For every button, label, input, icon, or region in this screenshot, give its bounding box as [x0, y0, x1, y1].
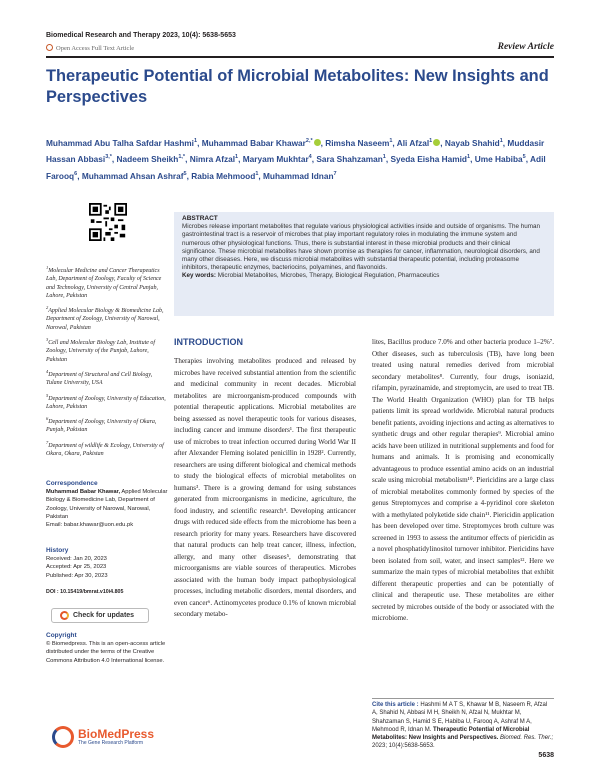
- affiliation-item: [46, 415, 166, 435]
- affiliation-text: Cell and Molecular Biology Lab, Institute of Zoology, University of the Punjab, Lahore, Pakistan: [46, 340, 156, 363]
- cite-authors: Hashmi M A T S, Khawar M B, Naseem R, Afzal A, Shahid N, Abbasi M H, Sheikh N, Afzal N, Mukhtar M, Shahzaman S, Hamid S E, Habiba U, Farooq A, Ashraf M A, Mehmood R, Idnan M.: [372, 702, 548, 733]
- affiliation-item: [46, 264, 166, 300]
- author-affiliation-marker: 3,*: [105, 154, 112, 161]
- affiliation-text: Department of wildlife & Ecology, University of Okara, Okara, Pakistan: [46, 442, 164, 458]
- introduction-heading: INTRODUCTION: [174, 337, 243, 347]
- history-received: Received: Jan 20, 2023: [46, 556, 107, 563]
- open-access-icon: [46, 44, 53, 51]
- keywords-label: Key words:: [182, 272, 216, 280]
- affiliation-item: [46, 368, 166, 388]
- open-access-text: Open Access Full Text Article: [56, 45, 135, 52]
- cite-label: Cite this article :: [372, 702, 419, 708]
- author-affiliation-marker: 1: [467, 154, 471, 161]
- crossmark-icon: [60, 611, 69, 620]
- abstract-box: [174, 212, 554, 316]
- affiliation-number: 3: [46, 337, 49, 343]
- affiliations: [46, 264, 166, 462]
- orcid-icon[interactable]: [314, 139, 321, 146]
- check-for-updates-label: Check for updates: [73, 612, 135, 619]
- journal-citation: Biomedical Research and Therapy 2023, 10(4): 5638-5653: [46, 32, 236, 39]
- author-name: Adil Farooq: [46, 154, 546, 181]
- author-affiliation-marker: 1: [235, 154, 239, 161]
- correspondence-label: Correspondence: [46, 480, 98, 487]
- author-affiliation-marker: 1: [389, 138, 393, 144]
- article-title: Therapeutic Potential of Microbial Metabolites: New Insights and Perspectives: [46, 67, 549, 106]
- affiliation-text: Department of Zoology, University of Education, Lahore, Pakistan: [46, 395, 166, 410]
- author-name: Maryam Mukhtar: [242, 154, 309, 165]
- cite-divider: [372, 698, 554, 699]
- article-type: Review Article: [497, 42, 554, 52]
- publisher-logo: [52, 726, 154, 748]
- author-affiliation-marker: 5: [522, 154, 526, 161]
- affiliation-text: Molecular Medicine and Cancer Therapeutics Lab, Department of Zoology, Faculty of Science and Technology, University of Central Punjab, Lahore, Pakistan: [46, 268, 162, 299]
- author-name: Muhammad Babar Khawar: [201, 137, 306, 148]
- author-name: Ali Afzal: [396, 137, 430, 148]
- open-access-label: [46, 44, 134, 52]
- affiliation-number: 7: [46, 439, 49, 445]
- author-affiliation-marker: 7: [333, 170, 337, 177]
- affiliation-text: Department of Zoology, University of Okara, Punjab, Pakistan: [46, 419, 157, 434]
- affiliation-number: 6: [46, 416, 49, 422]
- qr-code: [89, 203, 127, 241]
- affiliation-text: Applied Molecular Biology & Biomedicine Lab, Department of Zoology, University of Narowal, Narowal, Pakistan: [46, 308, 164, 331]
- copyright-label: Copyright: [46, 632, 77, 639]
- keywords: [182, 272, 546, 280]
- correspondence-text: [46, 488, 168, 521]
- page-number: 5638: [538, 752, 554, 759]
- affiliation-item: [46, 392, 166, 412]
- history-block: [46, 547, 168, 580]
- history-published: Published: Apr 30, 2023: [46, 572, 108, 579]
- correspondence-email[interactable]: Email: babar.khawar@uon.edu.pk: [46, 522, 134, 529]
- abstract-text: Microbes release important metabolites that regulate various physiological activities inside and outside of organisms. The human gastrointestinal tract is a reservoir of microbes that play important regulatory roles in modulating the immune system and numerous other physiological functions. Thus, there is substantial interest in these microbial products and their clinical significance. These microbial metabolites have shown promise as therapies for cancer, inflammation, neurological disorders, and many other diseases. Here, we discuss microbial metabolites with substantial therapeutic potential, including proteasome inhibitors, therapeutic enzymes, bacteriocins, polyamines, and flavonoids.: [182, 223, 540, 272]
- affiliation-number: 2: [46, 305, 49, 311]
- cite-title: Therapeutic Potential of Microbial Metabolites: New Insights and Perspectives.: [372, 726, 530, 742]
- author-affiliation-marker: 5: [183, 170, 187, 177]
- affiliation-number: 5: [46, 392, 49, 398]
- history-label: History: [46, 547, 69, 554]
- author-name: Nadeem Sheikh: [116, 154, 179, 165]
- keywords-text: Microbial Metabolites, Microbes, Therapy, Biological Regulation, Pharmaceutics: [217, 272, 440, 280]
- correspondence-name: Muhammad Babar Khawar,: [46, 489, 121, 496]
- author-list: Muhammad Abu Talha Safdar Hashmi$^1$, Muhammad Babar Khawar$^{2,*}$ , Rimsha Naseem$^1$, Ali Afzal$^1$ , Nayab Shahid$^1$, Muddasir Hassan Abbasi$^{3,*}$, Nadeem Sheikh$^{1,*}$, Nimra Afzal$^1$, Maryam Mukhtar$^4$, Sara Shahzaman$^1$, Syeda Eisha Hamid$^1$, Ume Habiba$^5$, Adil Farooq$^6$, Muhammad Ahsan Ashraf$^5$, Rabia Mehmood$^1$, Muhammad Idnan$^7$: [46, 137, 546, 181]
- correspondence-block: [46, 480, 168, 529]
- doi-link[interactable]: DOI : 10.15419/bmrat.v10i4.805: [46, 589, 124, 595]
- author-affiliation-marker: 6: [74, 170, 78, 177]
- copyright-block: [46, 632, 168, 665]
- publisher-tagline: The Gene Research Platform: [78, 739, 144, 746]
- author-affiliation-marker: 1: [499, 138, 503, 144]
- history-accepted: Accepted: Apr 25, 2023: [46, 564, 107, 571]
- author-name: Nayab Shahid: [444, 137, 500, 148]
- affiliation-number: 1: [46, 265, 49, 270]
- affiliation-text: Department of Structural and Cell Biology, Tulane University, USA: [46, 371, 153, 387]
- abstract-label: ABSTRACT: [182, 215, 218, 222]
- copyright-text: © Biomedpress. This is an open-access article distributed under the terms of the Creative Commons Attribution 4.0 International license.: [46, 641, 166, 664]
- author-affiliation-marker: 1: [429, 138, 433, 144]
- publisher-logo-icon: [52, 726, 74, 748]
- author-affiliation-marker: 1: [255, 170, 259, 177]
- check-for-updates-button[interactable]: [51, 608, 149, 623]
- author-name: Muhammad Idnan: [263, 170, 334, 181]
- author-name: Syeda Eisha Hamid: [390, 154, 468, 165]
- body-column-2: lites, Bacillus produce 7.0% and other bacteria produce 1–2%⁷. Other diseases, such as tuberculosis (TB), have long been treated using natural remedies derived from microbial secondary metabolites⁸. Currently, four drugs, isoniazid, rifampin, pyrazinamide, and streptomycin, are used to treat TB. The World Health Organization (WHO) plan for TB helps patients limit its spread worldwide. Microbial natural products benefit patients, avoiding injections and acting as alternatives to synthetic drugs and other regular therapies⁹. Microbial amino acids have been utilized in nutritional supplements and food for humans and animals. It is promising and economically advantageous to produce essential amino acids on an industrial scale using microbial metabolism¹⁰. Piericidins are a large class of microbial metabolites commonly formed by species of the genus Streptomyces and comprise a 4-pyridinol core skeleton with a methylated polyketide side chain¹¹. Piericidin application has been developed over time. Streptomyces broth culture was screened in 1993 to assess the antitumor effects of piericidin as a novel phosphatidylinositol turnover inhibitor. Piericidins have been isolated from soil, water, and insect samples¹². Here we summarize the main types of microbial metabolites that exhibit different therapeutic properties and can be potentially of clinical and therapeutic use. These metabolites are either secreted by microbes outside of the body or associated with the microbiome.: [372, 338, 554, 622]
- affiliation-item: [46, 439, 166, 459]
- author-name: Rimsha Naseem: [325, 137, 390, 148]
- author-name: Sara Shahzaman: [316, 154, 383, 165]
- affiliation-item: [46, 304, 166, 332]
- correspondence-address: Applied Molecular Biology & Biomedicine Lab, Department of Zoology, University of Narowal, Narowal, Pakistan: [46, 489, 168, 520]
- author-affiliation-marker: 1: [382, 154, 386, 161]
- cite-source: Biomed. Res. Ther.;: [500, 735, 554, 742]
- author-name: Muddasir Hassan Abbasi: [46, 137, 545, 165]
- author-affiliation-marker: 2,*: [305, 138, 313, 144]
- cite-this-article: [372, 701, 554, 751]
- author-affiliation-marker: 1: [194, 138, 198, 144]
- body-column-1: Therapies involving metabolites produced and released by microbes have received substantial attention from the scientific and medicinal community in recent decades. Microbial metabolites are microorganism-produced compounds with potential therapeutic applications. Microbial metabolites are being assessed as novel therapeutic tools for various diseases, including cancer and immune disorders¹. The first therapeutic use of microbes to treat infection occurred during World War II after Alexander Fleming isolated penicillin in 1928². Currently, researchers are using different biological and chemical methods to study the biological effects of microbial metabolites on humans³. There is a growing demand for using substances generated from microorganisms in medicine, agriculture, the food industry, and scientific research⁴. Developing anticancer drugs with reduced side effects from the microbiome has been a research priority for many years. Researchers have discovered that natural products can help treat cancer, illness, infection, allergy, and many other diseases⁵, demonstrating that microorganisms are viable sources of therapeutics. Microbes associated with the human body impact pathophysiological processes, including metabolic disorders, mental disorders, and even cancer⁶. Actinomycetes produce 0.1% of known microbial secondary metabo-: [174, 357, 356, 618]
- author-affiliation-marker: 4: [308, 154, 312, 161]
- author-name: Ume Habiba: [474, 154, 523, 165]
- author-affiliation-marker: 1,*: [178, 154, 186, 161]
- author-name: Nimra Afzal: [189, 154, 236, 165]
- cite-year: 2023; 10(4):5638-5653.: [372, 743, 435, 750]
- publisher-name: BioMedPress: [78, 726, 155, 741]
- affiliation-number: 4: [46, 368, 49, 374]
- header-rule: [46, 56, 554, 58]
- affiliation-item: [46, 336, 166, 364]
- author-name: Rabia Mehmood: [191, 170, 256, 181]
- orcid-icon[interactable]: [433, 139, 440, 146]
- author-name: Muhammad Abu Talha Safdar Hashmi: [46, 137, 194, 148]
- author-name: Muhammad Ahsan Ashraf: [81, 170, 184, 181]
